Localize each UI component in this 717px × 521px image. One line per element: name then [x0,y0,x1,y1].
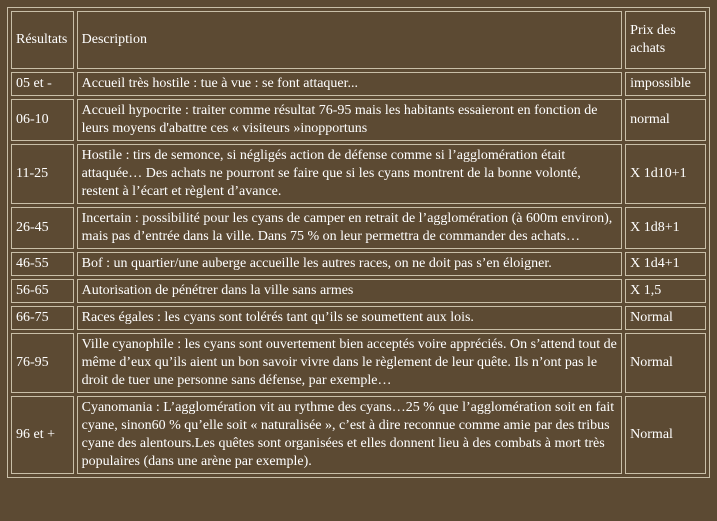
cell-result: 96 et + [11,396,74,474]
cell-price: X 1d4+1 [625,252,706,276]
cell-description: Bof : un quartier/une auberge accueille les autres races, on ne doit pas s’en éloigner. [77,252,623,276]
cell-price: Normal [625,396,706,474]
cell-price: impossible [625,72,706,96]
header-description: Description [77,11,623,69]
cell-result: 05 et - [11,72,74,96]
cell-price: X 1d8+1 [625,207,706,249]
cell-result: 46-55 [11,252,74,276]
cell-result: 56-65 [11,279,74,303]
cell-result: 76-95 [11,333,74,393]
cell-description: Ville cyanophile : les cyans sont ouvertement bien acceptés voire appréciés. On s’attend tout de même d’eux qu’ils aient un bon savoir vivre dans le règlement de leur quête. Ils n’ont pas le droit de tuer une personne sans défense, par exemple… [77,333,623,393]
cell-result: 11-25 [11,144,74,204]
cell-description: Accueil hypocrite : traiter comme résultat 76-95 mais les habitants essaieront en fonction de leurs moyens d'abattre ces « visiteurs »inopportuns [77,99,623,141]
table-row [11,396,706,474]
table-row [11,333,706,393]
cell-description: Accueil très hostile : tue à vue : se font attaquer... [77,72,623,96]
cell-result: 06-10 [11,99,74,141]
cell-description: Incertain : possibilité pour les cyans de camper en retrait de l’agglomération (à 600m environ), mais pas d’entrée dans la ville. Dans 75 % on leur permettra de commander des achats… [77,207,623,249]
cell-description: Cyanomania : L’agglomération vit au rythme des cyans…25 % que l’agglomération soit en fait cyane, sinon60 % qu’elle soit « naturalisée », c’est à dire reconnue comme amie par des tribus cyane des alentours.Les quêtes sont organisées et elles donnent lieu à des combats à mort très populaires (dans une arène par exemple). [77,396,623,474]
header-price: Prix des achats [625,11,706,69]
cell-description: Hostile : tirs de semonce, si négligés action de défense comme si l’agglomération était attaquée… Des achats ne pourront se faire que si les cyans montrent de la bonne volonté, restent à l’écart et règlent d’avance. [77,144,623,204]
results-table [7,7,710,478]
cell-price: X 1,5 [625,279,706,303]
cell-description: Races égales : les cyans sont tolérés tant qu’ils se soumettent aux lois. [77,306,623,330]
cell-price: Normal [625,333,706,393]
cell-price: Normal [625,306,706,330]
table-row [11,279,706,303]
cell-price: normal [625,99,706,141]
cell-result: 66-75 [11,306,74,330]
header-row [11,11,706,69]
header-result: Résultats [11,11,74,69]
table-row [11,144,706,204]
table-row [11,207,706,249]
cell-price: X 1d10+1 [625,144,706,204]
table-row [11,252,706,276]
table-row [11,72,706,96]
table-row [11,99,706,141]
cell-description: Autorisation de pénétrer dans la ville sans armes [77,279,623,303]
table-row [11,306,706,330]
cell-result: 26-45 [11,207,74,249]
